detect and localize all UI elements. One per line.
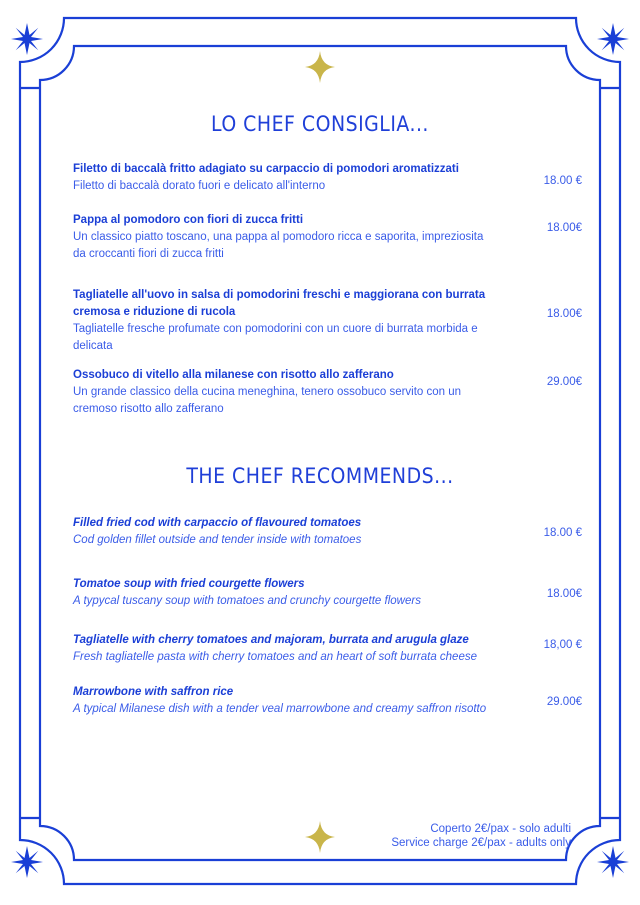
dish-description: Fresh tagliatelle pasta with cherry tomatoes and an heart of soft burrata cheese — [73, 651, 477, 663]
menu-item — [73, 367, 463, 418]
menu-item — [73, 161, 498, 195]
dish-description: A typycal tuscany soup with tomatoes and crunchy courgette flowers — [73, 595, 421, 607]
dish-description: Tagliatelle fresche profumate con pomodorini con un cuore di burrata morbida e delicata — [73, 323, 478, 352]
menu-item — [73, 632, 513, 666]
dish-price: 18.00€ — [546, 222, 582, 234]
dish-description: Un classico piatto toscano, una pappa al pomodoro ricca e saporita, impreziosita da croccanti fiori di zucca fritti — [73, 231, 484, 260]
corner-star-icon — [596, 22, 630, 56]
dish-name: Filled fried cod with carpaccio of flavoured tomatoes — [73, 517, 362, 529]
menu-item — [73, 576, 513, 610]
menu-item — [73, 212, 498, 263]
dish-name: Tomatoe soup with fried courgette flowers — [73, 578, 305, 590]
dish-name: Marrowbone with saffron rice — [73, 686, 234, 698]
dish-name: Tagliatelle all'uovo in salsa di pomodorini freschi e maggiorana con burrata cremosa e riduzione di rucola — [73, 289, 486, 318]
dish-price: 18.00 € — [543, 175, 582, 187]
dish-price: 18.00€ — [546, 588, 582, 600]
menu-item — [73, 515, 513, 549]
corner-star-icon — [596, 845, 630, 879]
coperto-text: Coperto 2€/pax - solo adulti — [430, 823, 571, 835]
gold-sparkle-icon — [304, 50, 336, 84]
dish-description: Filetto di baccalà dorato fuori e delicato all'interno — [73, 180, 326, 192]
menu-item — [73, 684, 513, 718]
service-charge-text: Service charge 2€/pax - adults only — [391, 837, 571, 849]
corner-star-icon — [10, 845, 44, 879]
dish-price: 18.00€ — [546, 308, 582, 320]
dish-name: Pappa al pomodoro con fiori di zucca fritti — [73, 214, 304, 226]
dish-description: Cod golden fillet outside and tender inside with tomatoes — [73, 534, 362, 546]
dish-name: Tagliatelle with cherry tomatoes and majoram, burrata and arugula glaze — [73, 634, 469, 646]
dish-price: 29.00€ — [546, 376, 582, 388]
dish-name: Filetto di baccalà fritto adagiato su carpaccio di pomodori aromatizzati — [73, 163, 459, 175]
dish-price: 18,00 € — [543, 639, 582, 651]
section-title-english: THE CHEF RECOMMENDS... — [186, 464, 454, 488]
dish-name: Ossobuco di vitello alla milanese con risotto allo zafferano — [73, 369, 394, 381]
menu-item — [73, 287, 498, 355]
section-title-italian: LO CHEF CONSIGLIA... — [211, 112, 429, 136]
gold-sparkle-icon — [304, 820, 336, 854]
dish-description: A typical Milanese dish with a tender veal marrowbone and creamy saffron risotto — [73, 703, 487, 715]
corner-star-icon — [10, 22, 44, 56]
dish-description: Un grande classico della cucina meneghina, tenero ossobuco servito con un cremoso risotto allo zafferano — [73, 386, 462, 415]
dish-price: 29.00€ — [546, 696, 582, 708]
cover-charge-note — [391, 822, 571, 850]
dish-price: 18.00 € — [543, 527, 582, 539]
